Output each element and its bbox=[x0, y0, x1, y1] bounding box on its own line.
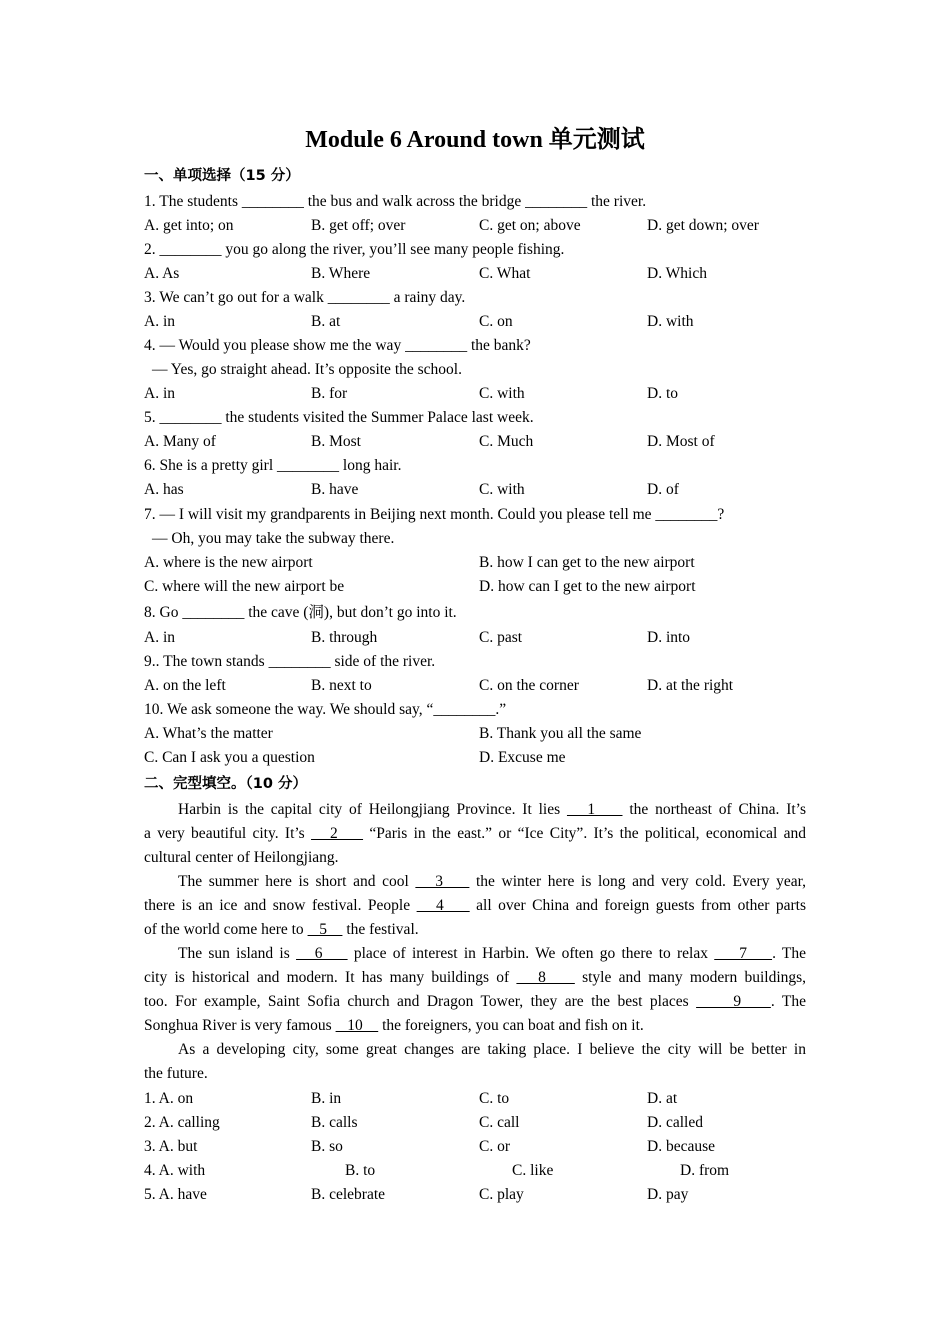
question-3-option-b: B. at bbox=[311, 313, 341, 330]
question-9-option-b: B. next to bbox=[311, 677, 372, 694]
blank-5: 5 bbox=[307, 921, 343, 938]
blank-1: 1 bbox=[566, 801, 623, 818]
question-6-option-d: D. of bbox=[647, 481, 679, 498]
question-6-option-a: A. has bbox=[144, 481, 184, 498]
question-2-stem: 2. ________ you go along the river, you’ll see many people fishing. bbox=[144, 241, 565, 258]
cloze-5-option-a: 5. A. have bbox=[144, 1186, 207, 1203]
cloze-3-option-a: 3. A. but bbox=[144, 1138, 198, 1155]
question-7-option-c: C. where will the new airport be bbox=[144, 578, 345, 595]
cloze-2-option-b: B. calls bbox=[311, 1114, 358, 1131]
passage-paragraph-1-line-1: Harbin is the capital city of Heilongjiang Province. It lies 1 the northeast of China. It’s bbox=[178, 801, 807, 818]
blank-8: 8 bbox=[516, 969, 575, 986]
blank-7: 7 bbox=[714, 945, 773, 962]
passage-paragraph-2-line-2: there is an ice and snow festival. People 4 all over China and foreign guests from other parts bbox=[144, 897, 807, 914]
question-9-option-c: C. on the corner bbox=[479, 677, 579, 694]
question-4-option-a: A. in bbox=[144, 385, 175, 402]
question-4-option-d: D. to bbox=[647, 385, 678, 402]
passage-paragraph-3-line-2: city is historical and modern. It has many buildings of 8 style and many modern buildings, bbox=[144, 969, 807, 986]
cloze-4-option-a: 4. A. with bbox=[144, 1162, 206, 1179]
cloze-5-option-b: B. celebrate bbox=[311, 1186, 386, 1203]
cloze-4-option-d: D. from bbox=[680, 1162, 730, 1179]
question-8-stem: 8. Go ________ the cave (洞), but don’t go into it. bbox=[144, 604, 457, 621]
blank-6: 6 bbox=[296, 945, 348, 962]
question-7-option-b: B. how I can get to the new airport bbox=[479, 554, 695, 571]
cloze-1-option-a: 1. A. on bbox=[144, 1090, 194, 1107]
question-5-option-d: D. Most of bbox=[647, 433, 715, 450]
question-10-option-b: B. Thank you all the same bbox=[479, 725, 642, 742]
passage-paragraph-4-line-1: As a developing city, some great changes are taking place. I believe the city will be better in bbox=[178, 1041, 806, 1058]
question-1-option-b: B. get off; over bbox=[311, 217, 406, 234]
question-4-stem: 4. — Would you please show me the way ________ the bank? bbox=[144, 337, 531, 354]
question-10-option-a: A. What’s the matter bbox=[144, 725, 273, 742]
question-7-option-d: D. how can I get to the new airport bbox=[479, 578, 696, 595]
question-10-option-d: D. Excuse me bbox=[479, 749, 566, 766]
cloze-2-option-a: 2. A. calling bbox=[144, 1114, 220, 1131]
question-2-option-d: D. Which bbox=[647, 265, 707, 282]
cloze-1-option-b: B. in bbox=[311, 1090, 342, 1107]
cloze-4-option-b: B. to bbox=[345, 1162, 376, 1179]
cloze-4-option-c: C. like bbox=[512, 1162, 554, 1179]
passage-paragraph-1-line-2: a very beautiful city. It’s 2 “Paris in the east.” or “Ice City”. It’s the political, economical and bbox=[144, 825, 807, 842]
cloze-2-option-c: C. call bbox=[479, 1114, 520, 1131]
cloze-5-option-c: C. play bbox=[479, 1186, 524, 1203]
question-1-option-d: D. get down; over bbox=[647, 217, 759, 234]
cloze-3-option-b: B. so bbox=[311, 1138, 343, 1155]
question-2-option-a: A. As bbox=[144, 265, 180, 282]
question-7-option-a: A. where is the new airport bbox=[144, 554, 313, 571]
passage-paragraph-3-line-3: too. For example, Saint Sofia church and Dragon Tower, they are the best places 9 . The bbox=[144, 993, 807, 1010]
blank-10: 10 bbox=[335, 1017, 379, 1034]
question-3-option-c: C. on bbox=[479, 313, 513, 330]
question-4-option-c: C. with bbox=[479, 385, 525, 402]
question-4-option-b: B. for bbox=[311, 385, 348, 402]
passage-paragraph-3-line-4: Songhua River is very famous 10 the foreigners, you can boat and fish on it. bbox=[144, 1017, 644, 1034]
question-7-stem: 7. — I will visit my grandparents in Beijing next month. Could you please tell me ________? bbox=[144, 506, 725, 523]
section-1-heading: 一、单项选择（15 分） bbox=[144, 168, 300, 184]
question-6-option-c: C. with bbox=[479, 481, 525, 498]
question-3-option-d: D. with bbox=[647, 313, 694, 330]
question-5-option-b: B. Most bbox=[311, 433, 361, 450]
blank-3: 3 bbox=[415, 873, 470, 890]
cloze-1-option-c: C. to bbox=[479, 1090, 510, 1107]
question-6-stem: 6. She is a pretty girl ________ long hair. bbox=[144, 457, 402, 474]
question-1-option-a: A. get into; on bbox=[144, 217, 234, 234]
cloze-3-option-c: C. or bbox=[479, 1138, 510, 1155]
cloze-5-option-d: D. pay bbox=[647, 1186, 689, 1203]
question-9-option-a: A. on the left bbox=[144, 677, 226, 694]
section-2-heading: 二、完型填空。（10 分） bbox=[144, 776, 307, 792]
question-9-option-d: D. at the right bbox=[647, 677, 734, 694]
question-2-option-b: B. Where bbox=[311, 265, 371, 282]
question-4-reply: — Yes, go straight ahead. It’s opposite the school. bbox=[152, 361, 462, 378]
question-5-option-a: A. Many of bbox=[144, 433, 216, 450]
question-8-option-a: A. in bbox=[144, 629, 175, 646]
question-2-option-c: C. What bbox=[479, 265, 531, 282]
cloze-3-option-d: D. because bbox=[647, 1138, 715, 1155]
passage-paragraph-3-line-1: The sun island is 6 place of interest in Harbin. We often go there to relax 7 . The bbox=[178, 945, 807, 962]
question-8-option-c: C. past bbox=[479, 629, 523, 646]
question-8-option-b: B. through bbox=[311, 629, 378, 646]
blank-2: 2 bbox=[311, 825, 364, 842]
question-5-stem: 5. ________ the students visited the Summer Palace last week. bbox=[144, 409, 534, 426]
question-5-option-c: C. Much bbox=[479, 433, 534, 450]
passage-paragraph-1-line-3: cultural center of Heilongjiang. bbox=[144, 849, 339, 866]
passage-paragraph-2-line-1: The summer here is short and cool 3 the winter here is long and very cold. Every year, bbox=[178, 873, 806, 890]
passage-paragraph-4-line-2: the future. bbox=[144, 1065, 208, 1082]
question-3-option-a: A. in bbox=[144, 313, 175, 330]
question-1-option-c: C. get on; above bbox=[479, 217, 581, 234]
blank-9: 9 bbox=[696, 993, 771, 1010]
blank-4: 4 bbox=[416, 897, 470, 914]
question-3-stem: 3. We can’t go out for a walk ________ a rainy day. bbox=[144, 289, 466, 306]
question-1-stem: 1. The students ________ the bus and walk across the bridge ________ the river. bbox=[144, 193, 647, 210]
question-6-option-b: B. have bbox=[311, 481, 359, 498]
question-10-option-c: C. Can I ask you a question bbox=[144, 749, 315, 766]
question-7-reply: — Oh, you may take the subway there. bbox=[152, 530, 395, 547]
question-10-stem: 10. We ask someone the way. We should say, “________.” bbox=[144, 701, 507, 718]
cloze-1-option-d: D. at bbox=[647, 1090, 678, 1107]
cloze-2-option-d: D. called bbox=[647, 1114, 703, 1131]
question-8-option-d: D. into bbox=[647, 629, 691, 646]
question-9-stem: 9.. The town stands ________ side of the river. bbox=[144, 653, 436, 670]
passage-paragraph-2-line-3: of the world come here to 5 the festival. bbox=[144, 921, 419, 938]
page-title: Module 6 Around town 单元测试 bbox=[305, 127, 645, 153]
